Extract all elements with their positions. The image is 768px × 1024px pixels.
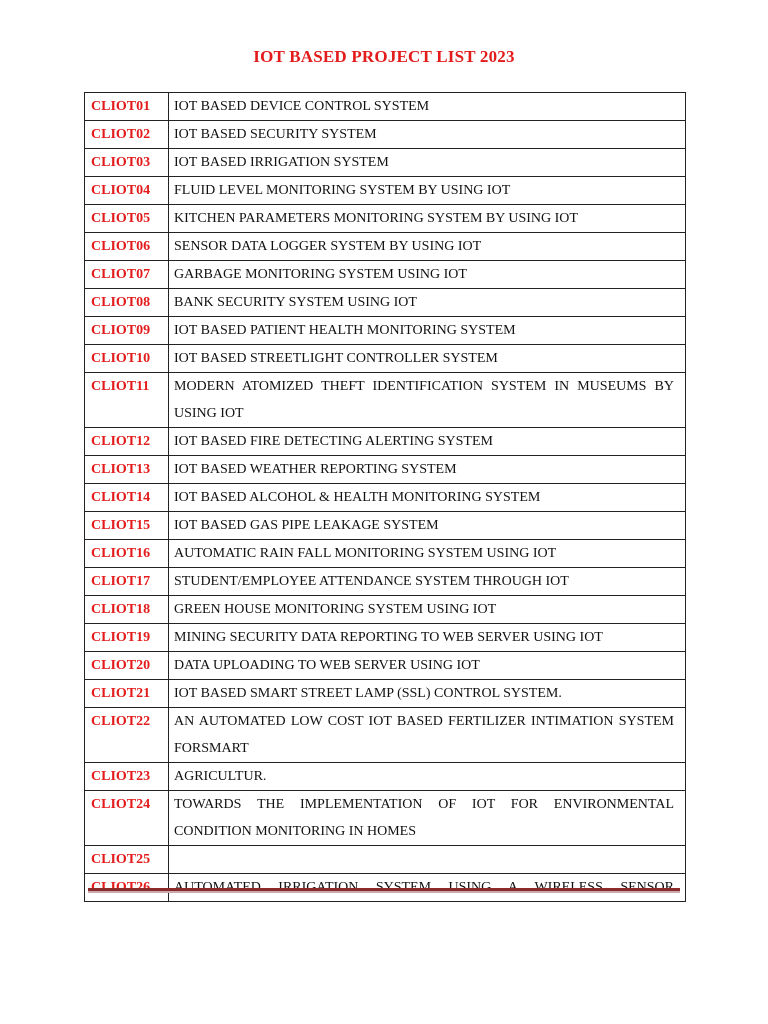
project-name: IOT BASED FIRE DETECTING ALERTING SYSTEM [169,428,686,456]
project-name: IOT BASED STREETLIGHT CONTROLLER SYSTEM [169,345,686,373]
project-name: IOT BASED PATIENT HEALTH MONITORING SYSTEM [169,317,686,345]
project-code: CLIOT17 [85,568,169,596]
project-name: MODERN ATOMIZED THEFT IDENTIFICATION SYSTEM IN MUSEUMS BY USING IOT [169,373,686,428]
project-code: CLIOT24 [85,791,169,846]
table-row [85,680,686,708]
table-row [85,317,686,345]
project-code: CLIOT13 [85,456,169,484]
table-row [85,708,686,763]
table-row [85,121,686,149]
project-code: CLIOT05 [85,205,169,233]
project-code: CLIOT18 [85,596,169,624]
project-name: GARBAGE MONITORING SYSTEM USING IOT [169,261,686,289]
project-name: FLUID LEVEL MONITORING SYSTEM BY USING IOT [169,177,686,205]
table-row [85,791,686,846]
project-name: TOWARDS THE IMPLEMENTATION OF IOT FOR ENVIRONMENTAL CONDITION MONITORING IN HOMES [169,791,686,846]
project-code: CLIOT25 [85,846,169,874]
table-row [85,289,686,317]
project-code: CLIOT07 [85,261,169,289]
table-row [85,93,686,121]
table-row [85,596,686,624]
project-name: IOT BASED SECURITY SYSTEM [169,121,686,149]
project-name: IOT BASED SMART STREET LAMP (SSL) CONTROL SYSTEM. [169,680,686,708]
table-row [85,373,686,428]
table-row [85,512,686,540]
project-name: AGRICULTUR. [169,763,686,791]
project-code: CLIOT04 [85,177,169,205]
project-code: CLIOT21 [85,680,169,708]
project-name: IOT BASED GAS PIPE LEAKAGE SYSTEM [169,512,686,540]
table-row [85,177,686,205]
project-name: STUDENT/EMPLOYEE ATTENDANCE SYSTEM THROUGH IOT [169,568,686,596]
project-name: IOT BASED WEATHER REPORTING SYSTEM [169,456,686,484]
project-code: CLIOT22 [85,708,169,763]
table-row [85,149,686,177]
project-code: CLIOT09 [85,317,169,345]
project-name: IOT BASED ALCOHOL & HEALTH MONITORING SYSTEM [169,484,686,512]
table-row [85,456,686,484]
table-row [85,540,686,568]
table-row [85,345,686,373]
table-row [85,846,686,874]
project-code: CLIOT01 [85,93,169,121]
table-row [85,484,686,512]
project-code: CLIOT08 [85,289,169,317]
project-name: SENSOR DATA LOGGER SYSTEM BY USING IOT [169,233,686,261]
project-name: KITCHEN PARAMETERS MONITORING SYSTEM BY USING IOT [169,205,686,233]
footer-divider [88,888,680,891]
project-code: CLIOT16 [85,540,169,568]
project-name: DATA UPLOADING TO WEB SERVER USING IOT [169,652,686,680]
table-row [85,205,686,233]
project-code: CLIOT23 [85,763,169,791]
project-code: CLIOT03 [85,149,169,177]
table-row [85,568,686,596]
project-name: MINING SECURITY DATA REPORTING TO WEB SERVER USING IOT [169,624,686,652]
project-code: CLIOT10 [85,345,169,373]
project-code: CLIOT12 [85,428,169,456]
project-table [84,92,686,902]
project-code: CLIOT14 [85,484,169,512]
table-row [85,428,686,456]
project-name: IOT BASED DEVICE CONTROL SYSTEM [169,93,686,121]
project-name: IOT BASED IRRIGATION SYSTEM [169,149,686,177]
project-name: GREEN HOUSE MONITORING SYSTEM USING IOT [169,596,686,624]
project-code: CLIOT02 [85,121,169,149]
table-row [85,624,686,652]
project-name: AUTOMATIC RAIN FALL MONITORING SYSTEM USING IOT [169,540,686,568]
project-name: AN AUTOMATED LOW COST IOT BASED FERTILIZER INTIMATION SYSTEM FORSMART [169,708,686,763]
project-code: CLIOT15 [85,512,169,540]
table-row [85,652,686,680]
table-row [85,763,686,791]
table-row [85,261,686,289]
project-name: BANK SECURITY SYSTEM USING IOT [169,289,686,317]
project-code: CLIOT19 [85,624,169,652]
project-code: CLIOT11 [85,373,169,428]
project-name [169,846,686,874]
document-title: IOT BASED PROJECT LIST 2023 [253,47,515,66]
project-code: CLIOT06 [85,233,169,261]
project-code: CLIOT20 [85,652,169,680]
table-row [85,233,686,261]
